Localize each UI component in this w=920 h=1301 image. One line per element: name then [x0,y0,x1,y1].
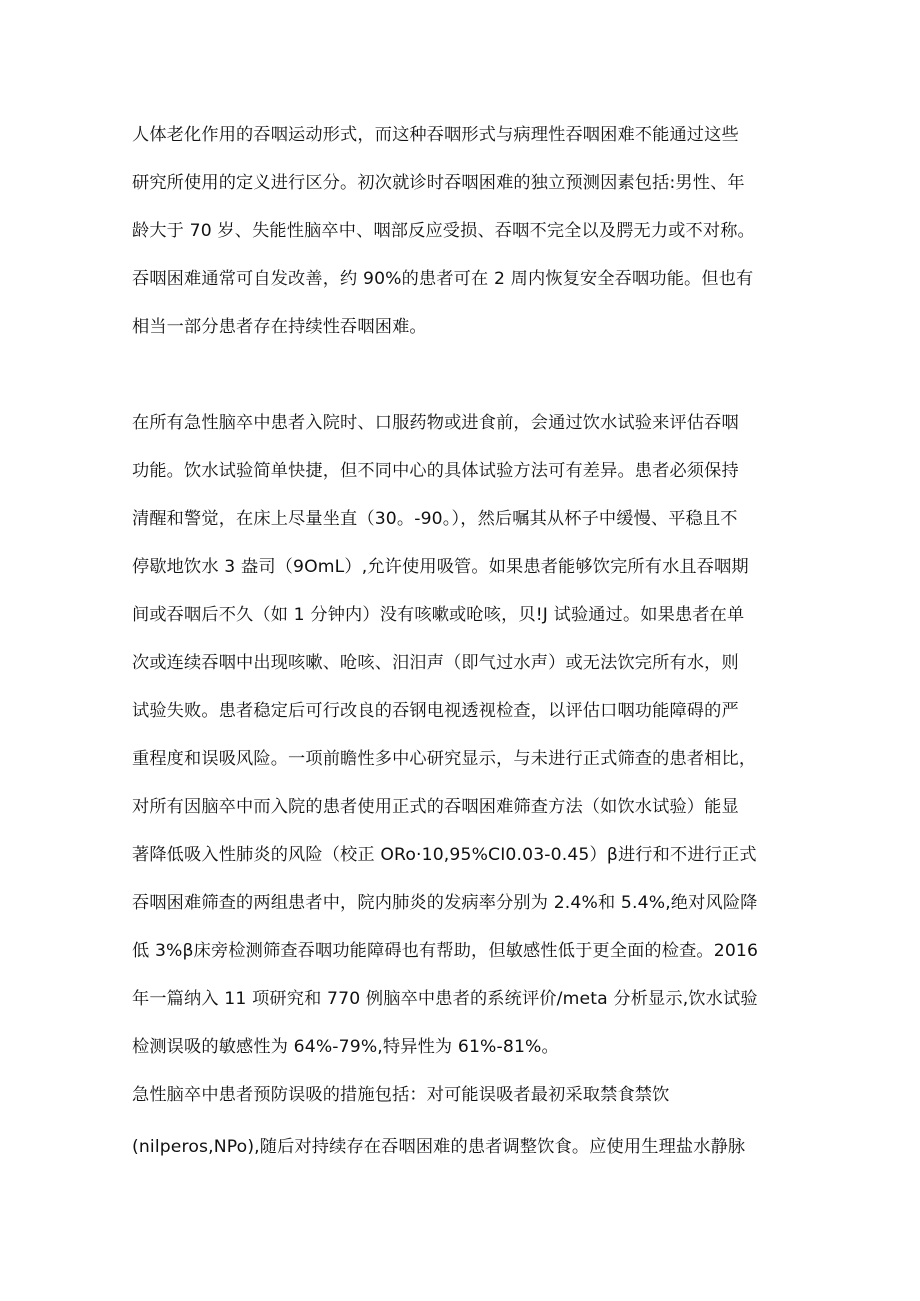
paragraph-1-line-1: 人体老化作用的吞咽运动形式，而这种吞咽形式与病理性吞咽困难不能通过这些 [132,125,739,145]
paragraph-1-line-2: 研究所使用的定义进行区分。初次就诊时吞咽困难的独立预测因素包括:男性、年 [132,173,745,193]
paragraph-2-line-3: 清醒和警觉，在床上尽量坐直（30。-90。），然后嘱其从杯子中缓慢、平稳且不 [132,509,738,529]
paragraph-2-line-5: 间或吞咽后不久（如 1 分钟内）没有咳嗽或呛咳，贝!J 试验通过。如果患者在单 [132,605,745,625]
paragraph-2-line-2: 功能。饮水试验简单快捷，但不同中心的具体试验方法可有差异。患者必须保持 [132,461,739,481]
paragraph-2-line-7: 试验失败。患者稳定后可行改良的吞钢电视透视检查，以评估口咽功能障碍的严 [132,701,739,721]
paragraph-3-line-1: 急性脑卒中患者预防误吸的措施包括：对可能误吸者最初采取禁食禁饮 [132,1085,670,1105]
paragraph-2-line-6: 次或连续吞咽中出现咳嗽、呛咳、汨汨声（即气过水声）或无法饮完所有水，则 [132,653,739,673]
paragraph-1-line-5: 相当一部分患者存在持续性吞咽困难。 [132,317,427,337]
paragraph-1-line-3: 龄大于 70 岁、失能性脑卒中、咽部反应受损、吞咽不完全以及腭无力或不对称。 [132,221,755,241]
paragraph-2-line-1: 在所有急性脑卒中患者入院时、口服药物或进食前，会通过饮水试验来评估吞咽 [132,413,739,433]
paragraph-2-line-4: 停歇地饮水 3 盎司（9OmL）,允许使用吸管。如果患者能够饮完所有水且吞咽期 [132,557,749,577]
paragraph-2-line-10: 著降低吸入性肺炎的风险（校正 ORo·10,95%CI0.03-0.45）β进行和不进行正式 [132,845,757,865]
paragraph-2-line-11: 吞咽困难筛查的两组患者中，院内肺炎的发病率分别为 2.4%和 5.4%,绝对风险降 [132,893,758,913]
paragraph-2-line-12: 低 3%β床旁检测筛查吞咽功能障碍也有帮助，但敏感性低于更全面的检查。2016 [132,941,759,961]
paragraph-2-line-13: 年一篇纳入 11 项研究和 770 例脑卒中患者的系统评价/meta 分析显示,饮水试验 [132,989,758,1009]
paragraph-2-line-9: 对所有因脑卒中而入院的患者使用正式的吞咽困难筛查方法（如饮水试验）能显 [132,797,739,817]
paragraph-3-line-2: (nilperos,NPo),随后对持续存在吞咽困难的患者调整饮食。应使用生理盐水静脉 [132,1137,746,1157]
paragraph-2-line-8: 重程度和误吸风险。一项前瞻性多中心研究显示，与未进行正式筛查的患者相比， [132,749,757,769]
paragraph-2-line-14: 检测误吸的敏感性为 64%-79%,特异性为 61%-81%。 [132,1037,559,1057]
paragraph-1-line-4: 吞咽困难通常可自发改善，约 90%的患者可在 2 周内恢复安全吞咽功能。但也有 [132,269,754,289]
